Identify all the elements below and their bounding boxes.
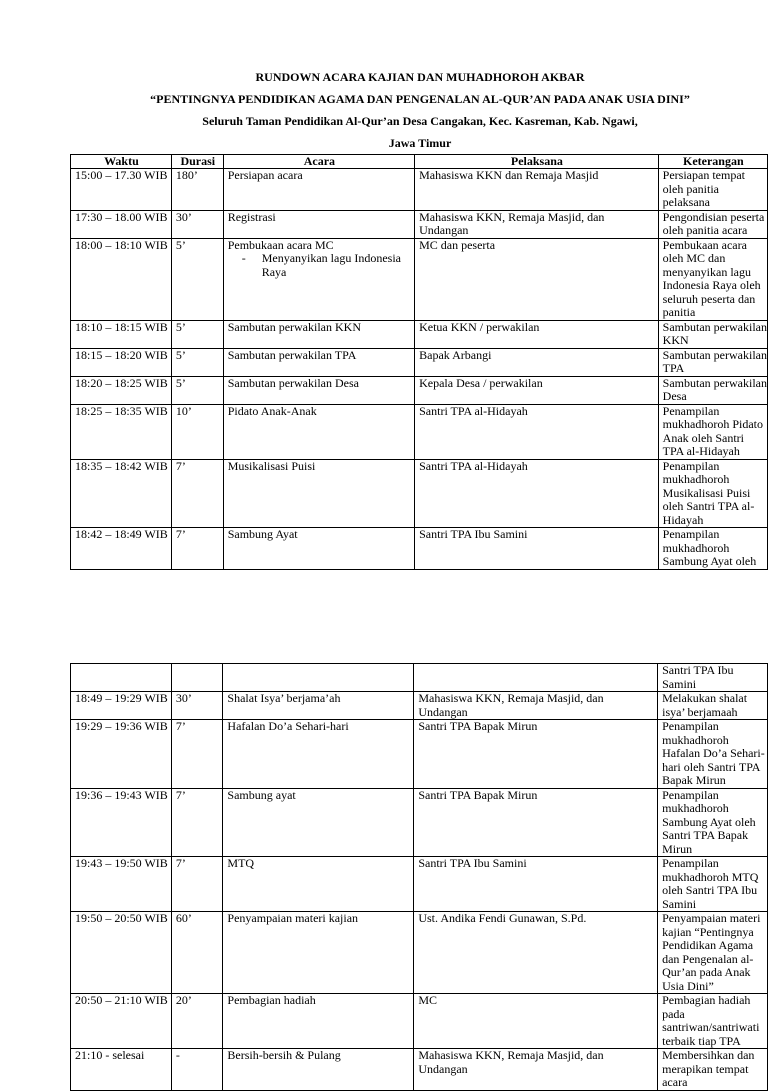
table-row: [71, 528, 768, 570]
table-header-row: [71, 155, 768, 169]
document-region: Jawa Timur: [388, 136, 452, 150]
table-row: [71, 348, 768, 376]
cell-acara: Sambutan perwakilan KKN: [223, 320, 414, 348]
cell-pelaksana: MC: [414, 994, 658, 1049]
cell-waktu: 18:20 – 18:25 WIB: [71, 376, 172, 404]
cell-acara: Persiapan acara: [223, 169, 414, 211]
cell-acara: Pidato Anak-Anak: [223, 404, 414, 459]
table-row: [71, 169, 768, 211]
cell-waktu: 19:36 – 19:43 WIB: [71, 788, 172, 857]
cell-durasi: 10’: [171, 404, 223, 459]
table-row: [71, 320, 768, 348]
cell-acara: [223, 664, 414, 692]
table-row: [71, 912, 768, 994]
cell-durasi: 7’: [171, 788, 223, 857]
acara-main-text: Pembukaan acara MC: [227, 238, 334, 252]
cell-keterangan: Penampilan mukhadhoroh Sambung Ayat oleh Santri TPA Bapak Mirun: [658, 788, 768, 857]
table-row: [71, 720, 768, 789]
header-keterangan: Keterangan: [658, 155, 767, 169]
cell-pelaksana: Santri TPA Ibu Samini: [415, 528, 659, 570]
cell-keterangan: Penyampaian materi kajian “Pentingnya Pendidikan Agama dan Pengenalan al-Qur’an pada Anak Usia Dini”: [658, 912, 768, 994]
cell-keterangan: Sambutan perwakilan TPA: [658, 348, 767, 376]
cell-waktu: 18:25 – 18:35 WIB: [71, 404, 172, 459]
cell-waktu: 19:29 – 19:36 WIB: [71, 720, 172, 789]
table-row: [71, 857, 768, 912]
cell-keterangan: Membersihkan dan merapikan tempat acara: [658, 1049, 768, 1091]
header-acara: Acara: [223, 155, 414, 169]
cell-pelaksana: [414, 664, 658, 692]
cell-pelaksana: Ketua KKN / perwakilan: [415, 320, 659, 348]
cell-durasi: 20’: [171, 994, 223, 1049]
cell-waktu: 18:42 – 18:49 WIB: [71, 528, 172, 570]
cell-durasi: 7’: [171, 720, 223, 789]
cell-pelaksana: Kepala Desa / perwakilan: [415, 376, 659, 404]
acara-sub-list: [228, 252, 411, 279]
cell-acara: Pembagian hadiah: [223, 994, 414, 1049]
header-durasi: Durasi: [171, 155, 223, 169]
cell-acara: Sambung ayat: [223, 788, 414, 857]
header-waktu: Waktu: [71, 155, 172, 169]
cell-keterangan: Melakukan shalat isya’ berjamaah: [658, 692, 768, 720]
table-row: [71, 238, 768, 320]
cell-waktu: 18:15 – 18:20 WIB: [71, 348, 172, 376]
cell-acara: Hafalan Do’a Sehari-hari: [223, 720, 414, 789]
cell-pelaksana: Santri TPA al-Hidayah: [415, 404, 659, 459]
cell-pelaksana: Mahasiswa KKN dan Remaja Masjid: [415, 169, 659, 211]
cell-durasi: 5’: [171, 238, 223, 320]
cell-waktu: [71, 664, 172, 692]
cell-waktu: 19:43 – 19:50 WIB: [71, 857, 172, 912]
cell-pelaksana: MC dan peserta: [415, 238, 659, 320]
table-row: [71, 376, 768, 404]
document-theme: “PENTINGNYA PENDIDIKAN AGAMA DAN PENGENALAN AL-QUR’AN PADA ANAK USIA DINI”: [150, 92, 690, 106]
cell-keterangan: Sambutan perwakilan KKN: [658, 320, 767, 348]
cell-acara: Sambung Ayat: [223, 528, 414, 570]
rundown-table-page1: [70, 154, 768, 570]
cell-keterangan: Sambutan perwakilan Desa: [658, 376, 767, 404]
cell-acara: Sambutan perwakilan Desa: [223, 376, 414, 404]
document-title: RUNDOWN ACARA KAJIAN DAN MUHADHOROH AKBAR: [255, 70, 585, 84]
cell-keterangan: Penampilan mukhadhoroh Hafalan Do’a Sehari-hari oleh Santri TPA Bapak Mirun: [658, 720, 768, 789]
table-row: [71, 210, 768, 238]
document-location: Seluruh Taman Pendidikan Al-Qur’an Desa Cangakan, Kec. Kasreman, Kab. Ngawi,: [202, 114, 638, 128]
cell-durasi: 5’: [171, 348, 223, 376]
cell-pelaksana: Mahasiswa KKN, Remaja Masjid, dan Undangan: [414, 1049, 658, 1091]
table-row: [71, 459, 768, 528]
cell-acara: Registrasi: [223, 210, 414, 238]
cell-durasi: 5’: [171, 376, 223, 404]
cell-durasi: 7’: [171, 459, 223, 528]
cell-durasi: [171, 664, 223, 692]
cell-waktu: 15:00 – 17.30 WIB: [71, 169, 172, 211]
cell-acara: Penyampaian materi kajian: [223, 912, 414, 994]
cell-waktu: 21:10 - selesai: [71, 1049, 172, 1091]
cell-pelaksana: Santri TPA al-Hidayah: [415, 459, 659, 528]
cell-pelaksana: Santri TPA Bapak Mirun: [414, 788, 658, 857]
cell-durasi: 5’: [171, 320, 223, 348]
cell-pelaksana: Santri TPA Bapak Mirun: [414, 720, 658, 789]
cell-acara: Sambutan perwakilan TPA: [223, 348, 414, 376]
table-row: [71, 994, 768, 1049]
table-row: [71, 788, 768, 857]
cell-waktu: 18:49 – 19:29 WIB: [71, 692, 172, 720]
cell-keterangan: Penampilan mukhadhoroh Pidato Anak oleh Santri TPA al-Hidayah: [658, 404, 767, 459]
cell-acara: [223, 238, 414, 320]
acara-sub-text: Menyanyikan lagu Indonesia Raya: [261, 251, 401, 279]
cell-pelaksana: Mahasiswa KKN, Remaja Masjid, dan Undangan: [414, 692, 658, 720]
cell-durasi: 30’: [171, 210, 223, 238]
cell-keterangan: Santri TPA Ibu Samini: [658, 664, 768, 692]
rundown-table-page2: [70, 663, 768, 1091]
cell-durasi: 60’: [171, 912, 223, 994]
cell-pelaksana: Bapak Arbangi: [415, 348, 659, 376]
table-row: [71, 404, 768, 459]
cell-waktu: 18:35 – 18:42 WIB: [71, 459, 172, 528]
cell-acara: Bersih-bersih & Pulang: [223, 1049, 414, 1091]
table-row: [71, 692, 768, 720]
header-pelaksana: Pelaksana: [415, 155, 659, 169]
list-item: - Menyanyikan lagu Indonesia Raya: [241, 251, 401, 279]
cell-durasi: 7’: [171, 528, 223, 570]
cell-durasi: 7’: [171, 857, 223, 912]
cell-keterangan: Pengondisian peserta oleh panitia acara: [658, 210, 767, 238]
cell-waktu: 18:00 – 18:10 WIB: [71, 238, 172, 320]
cell-keterangan: Penampilan mukhadhoroh Musikalisasi Puisi oleh Santri TPA al-Hidayah: [658, 459, 767, 528]
cell-keterangan: Penampilan mukhadhoroh Sambung Ayat oleh: [658, 528, 767, 570]
cell-keterangan: Persiapan tempat oleh panitia pelaksana: [658, 169, 767, 211]
table-row: [71, 1049, 768, 1091]
cell-durasi: 180’: [171, 169, 223, 211]
cell-pelaksana: Santri TPA Ibu Samini: [414, 857, 658, 912]
document-title-block: [70, 66, 768, 154]
cell-keterangan: Penampilan mukhadhoroh MTQ oleh Santri TPA Ibu Samini: [658, 857, 768, 912]
cell-waktu: 17:30 – 18.00 WIB: [71, 210, 172, 238]
cell-pelaksana: Mahasiswa KKN, Remaja Masjid, dan Undangan: [415, 210, 659, 238]
cell-pelaksana: Ust. Andika Fendi Gunawan, S.Pd.: [414, 912, 658, 994]
cell-acara: MTQ: [223, 857, 414, 912]
cell-keterangan: Pembukaan acara oleh MC dan menyanyikan lagu Indonesia Raya oleh seluruh peserta dan panitia: [658, 238, 767, 320]
cell-acara: Musikalisasi Puisi: [223, 459, 414, 528]
cell-acara: Shalat Isya’ berjama’ah: [223, 692, 414, 720]
cell-waktu: 20:50 – 21:10 WIB: [71, 994, 172, 1049]
cell-keterangan: Pembagian hadiah pada santriwan/santriwati terbaik tiap TPA: [658, 994, 768, 1049]
continuation-row: [71, 664, 768, 692]
cell-durasi: 30’: [171, 692, 223, 720]
cell-waktu: 18:10 – 18:15 WIB: [71, 320, 172, 348]
cell-waktu: 19:50 – 20:50 WIB: [71, 912, 172, 994]
cell-durasi: -: [171, 1049, 223, 1091]
